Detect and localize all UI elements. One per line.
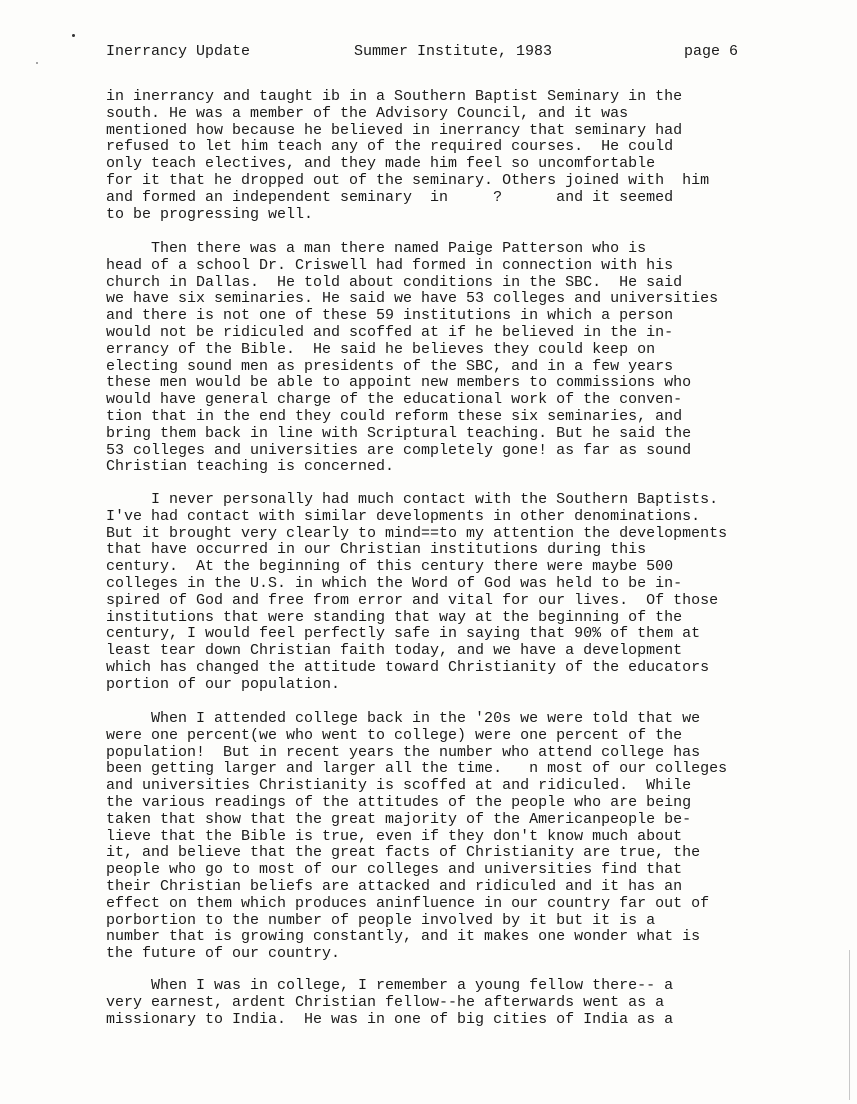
page-speck xyxy=(72,34,75,37)
text-line: for it that he dropped out of the seminary. Others joined with him xyxy=(106,171,710,189)
text-line: and there is not one of these 59 institutions in which a person xyxy=(106,307,674,325)
text-line: Christian teaching is concerned. xyxy=(106,458,395,476)
text-line: head of a school Dr. Criswell had formed in connection with his xyxy=(106,256,674,274)
text-line: refused to let him teach any of the required courses. He could xyxy=(106,138,674,156)
text-line: errancy of the Bible. He said he believes they could keep on xyxy=(106,340,656,358)
text-line: tion that in the end they could reform these six seminaries, and xyxy=(106,407,683,425)
text-line: century, I would feel perfectly safe in saying that 90% of them at xyxy=(106,625,701,643)
text-line: very earnest, ardent Christian fellow--he afterwards went as a xyxy=(106,993,665,1011)
text-line: least tear down Christian faith today, and we have a development xyxy=(106,642,683,660)
paragraph-4 xyxy=(0,711,857,963)
text-line: been getting larger and larger all the time. n most of our colleges xyxy=(106,760,728,778)
text-line: it, and believe that the great facts of Christianity are true, the xyxy=(106,844,701,862)
text-line: But it brought very clearly to mind==to my attention the developments xyxy=(106,524,728,542)
text-line: the future of our country. xyxy=(106,945,341,963)
text-line: 53 colleges and universities are completely gone! as far as sound xyxy=(106,441,692,459)
text-line: which has changed the attitude toward Christianity of the educators xyxy=(106,658,710,676)
text-line: portion of our population. xyxy=(106,675,341,693)
text-line: When I was in college, I remember a young fellow there-- a xyxy=(106,977,674,994)
text-line: would not be ridiculed and scoffed at if he believed in the in- xyxy=(106,323,674,341)
text-line: lieve that the Bible is true, even if they don't know much about xyxy=(106,827,683,845)
text-line: number that is growing constantly, and it makes one wonder what is xyxy=(106,928,701,946)
text-line: these men would be able to appoint new members to commissions who xyxy=(106,374,692,392)
text-line: that have occurred in our Christian institutions during this xyxy=(106,541,647,559)
paragraph-1 xyxy=(0,89,857,223)
text-line: institutions that were standing that way at the beginning of the xyxy=(106,608,683,626)
text-line: I never personally had much contact with the Southern Baptists. xyxy=(106,491,719,508)
text-line: in inerrancy and taught ib in a Southern Baptist Seminary in the xyxy=(106,88,683,105)
text-line: electing sound men as presidents of the SBC, and in a few years xyxy=(106,357,674,375)
text-line: were one percent(we who went to college) were one percent of the xyxy=(106,726,683,744)
text-line: their Christian beliefs are attacked and ridiculed and it has an xyxy=(106,877,683,895)
text-line: spired of God and free from error and vital for our lives. Of those xyxy=(106,591,719,609)
header-event: Summer Institute, 1983 xyxy=(354,43,553,60)
text-line: I've had contact with similar developments in other denominations. xyxy=(106,507,701,525)
text-line: missionary to India. He was in one of big cities of India as a xyxy=(106,1010,674,1028)
text-line: When I attended college back in the '20s we were told that we xyxy=(106,710,701,727)
text-line: bring them back in line with Scriptural teaching. But he said the xyxy=(106,424,692,442)
text-line: people who go to most of our colleges and universities find that xyxy=(106,861,683,879)
text-line: to be progressing well. xyxy=(106,205,314,223)
text-line: the various readings of the attitudes of the people who are being xyxy=(106,793,692,811)
paragraph-2 xyxy=(0,241,857,476)
text-line: colleges in the U.S. in which the Word of God was held to be in- xyxy=(106,574,683,592)
text-line: porbortion to the number of people involved by it but it is a xyxy=(106,911,656,929)
text-line: Then there was a man there named Paige Patterson who is xyxy=(106,240,647,257)
text-line: and universities Christianity is scoffed at and ridiculed. While xyxy=(106,777,692,795)
header-title: Inerrancy Update xyxy=(106,43,251,60)
text-line: effect on them which produces aninfluence in our country far out of xyxy=(106,894,710,912)
text-line: only teach electives, and they made him feel so uncomfortable xyxy=(106,155,656,173)
text-line: mentioned how because he believed in inerrancy that seminary had xyxy=(106,121,683,139)
header-page-number: page 6 xyxy=(684,43,739,60)
paragraph-5 xyxy=(0,978,857,1028)
text-line: church in Dallas. He told about conditions in the SBC. He said xyxy=(106,273,683,291)
text-line: taken that show that the great majority of the Americanpeople be- xyxy=(106,810,692,828)
text-line: population! But in recent years the number who attend college has xyxy=(106,743,701,761)
page-header xyxy=(0,44,857,64)
text-line: would have general charge of the educational work of the conven- xyxy=(106,391,683,409)
text-line: and formed an independent seminary in ? and it seemed xyxy=(106,188,674,206)
text-line: century. At the beginning of this century there were maybe 500 xyxy=(106,558,674,576)
text-line: south. He was a member of the Advisory Council, and it was xyxy=(106,104,629,122)
paragraph-3 xyxy=(0,492,857,694)
text-line: we have six seminaries. He said we have 53 colleges and universities xyxy=(106,290,719,308)
